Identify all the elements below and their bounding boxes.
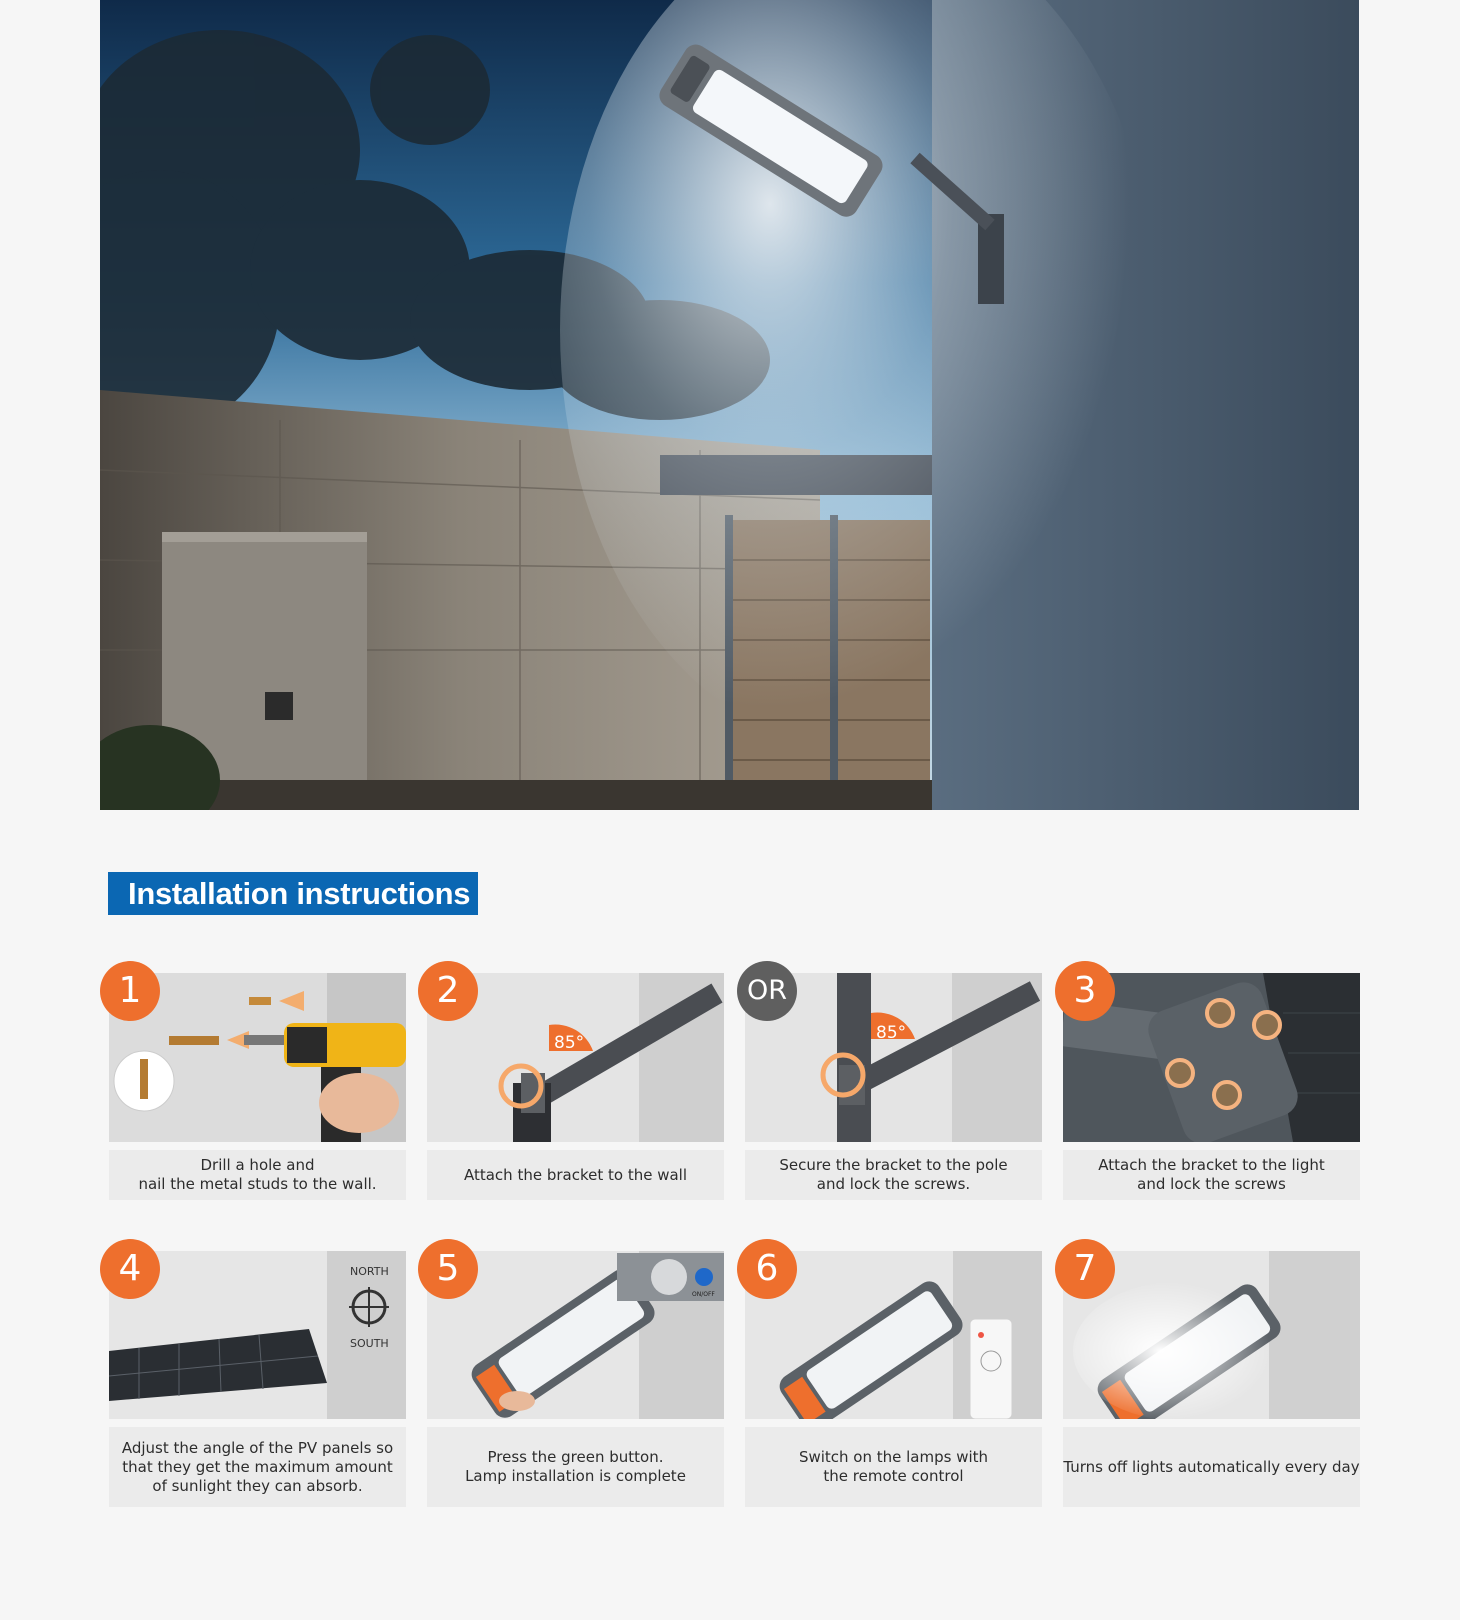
- step-2-badge: 2: [418, 961, 478, 1021]
- step-6-badge: 6: [737, 1239, 797, 1299]
- angle-label: 85°: [876, 1023, 907, 1043]
- step-7-card: [1063, 1251, 1360, 1507]
- step-or-badge: OR: [737, 961, 797, 1021]
- step-5-caption: Press the green button. Lamp installation is complete: [427, 1427, 724, 1507]
- step-4-caption: Adjust the angle of the PV panels so that they get the maximum amount of sunlight they can absorb.: [109, 1427, 406, 1507]
- step-6-caption: Switch on the lamps with the remote control: [745, 1427, 1042, 1507]
- north-label: NORTH: [350, 1265, 389, 1278]
- step-2-caption: Attach the bracket to the wall: [427, 1150, 724, 1200]
- step-3-badge: 3: [1055, 961, 1115, 1021]
- step-5-badge: 5: [418, 1239, 478, 1299]
- step-7-badge: 7: [1055, 1239, 1115, 1299]
- angle-label: 85°: [554, 1033, 585, 1053]
- step-6-card: [745, 1251, 1042, 1507]
- step-4-badge: 4: [100, 1239, 160, 1299]
- step-1-caption: Drill a hole and nail the metal studs to the wall.: [109, 1150, 406, 1200]
- step-3-caption: Attach the bracket to the light and lock the screws: [1063, 1150, 1360, 1200]
- step-7-caption: Turns off lights automatically every day: [1063, 1427, 1360, 1507]
- hero-image: [100, 0, 1359, 810]
- step-4-card: [109, 1251, 406, 1507]
- step-or-caption: Secure the bracket to the pole and lock the screws.: [745, 1150, 1042, 1200]
- step-5-card: [427, 1251, 724, 1507]
- south-label: SOUTH: [350, 1337, 389, 1350]
- step-1-badge: 1: [100, 961, 160, 1021]
- section-title: Installation instructions: [108, 872, 478, 915]
- onoff-label: ON/OFF: [692, 1291, 715, 1298]
